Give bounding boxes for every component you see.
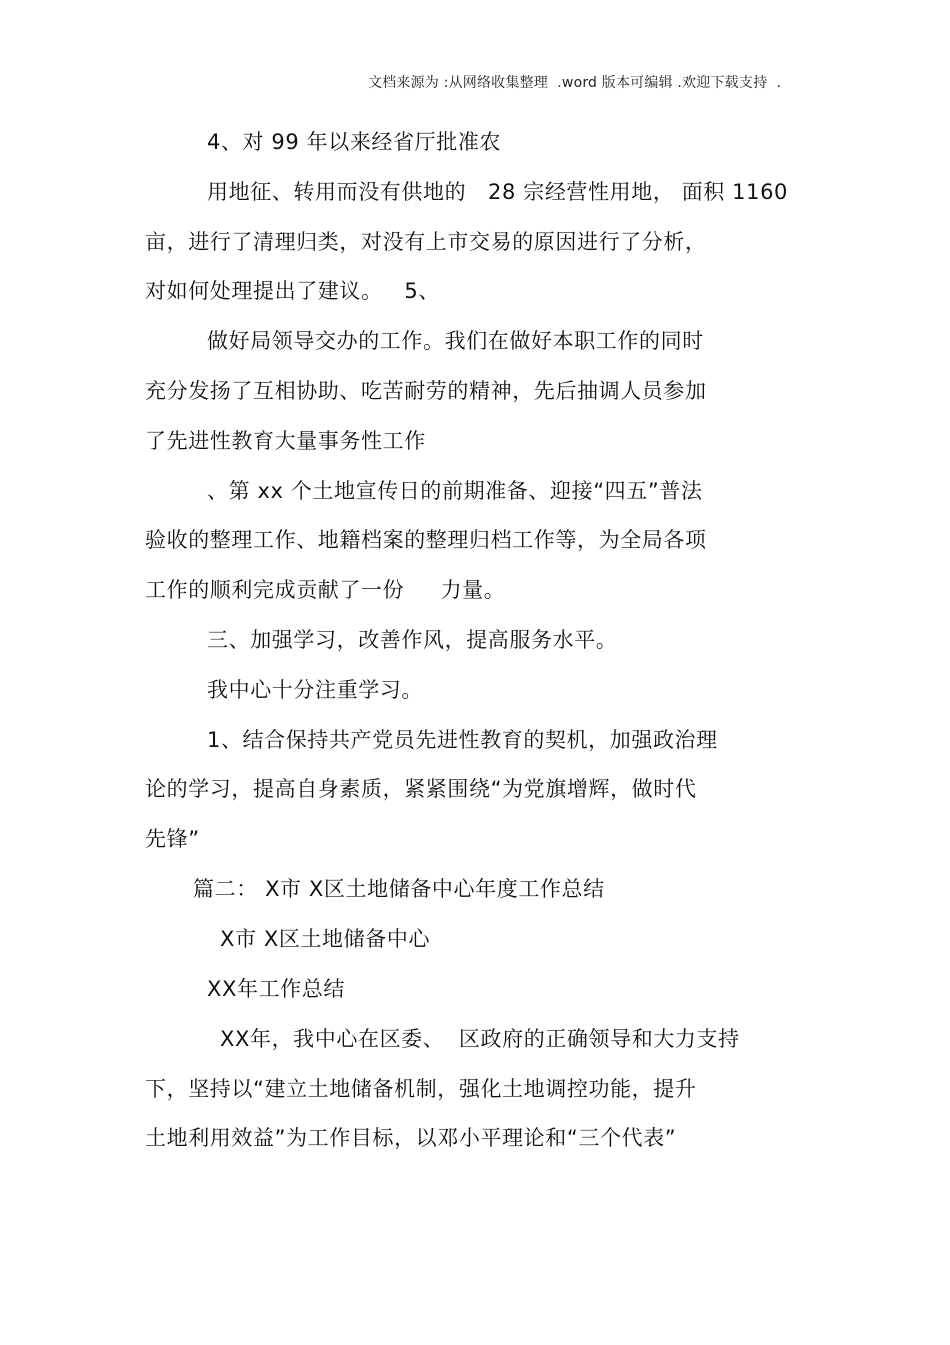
section-heading: 三、加强学习，改善作风，提高服务水平。 [207,628,618,652]
text-line: 做好局领导交办的工作。我们在做好本职工作的同时 [207,329,704,353]
text-line: 论的学习，提高自身素质，紧紧围绕“为党旗增辉，做时代 [145,777,697,801]
text-line: 了先进性教育大量事务性工作 [145,429,426,453]
text-line: 用地征、转用而没有供地的 28 宗经营性用地， 面积 1160 [207,180,789,204]
chapter-title: 篇二： X市 X区土地储备中心年度工作总结 [193,877,605,901]
text-line: 、第 xx 个土地宣传日的前期准备、迎接“四五”普法 [207,479,703,503]
text-line: 土地利用效益”为工作目标，以邓小平理论和“三个代表” [145,1126,677,1150]
text-line: 工作的顺利完成贡献了一份 力量。 [145,578,506,602]
text-line: XX年，我中心在区委、 区政府的正确领导和大力支持 [220,1027,740,1051]
text-line: 对如何处理提出了建议。 5、 [145,279,440,303]
text-line: 验收的整理工作、地籍档案的整理归档工作等，为全局各项 [145,528,707,552]
report-title: XX年工作总结 [207,977,345,1001]
organization-name: X市 X区土地储备中心 [220,927,431,951]
text-line: 下，坚持以“建立土地储备机制，强化土地调控功能，提升 [145,1077,697,1101]
text-line: 我中心十分注重学习。 [207,678,423,702]
text-line: 先锋” [145,827,200,851]
document-header-note: 文档来源为 :从网络收集整理 .word 版本可编辑 .欢迎下载支持 . [368,75,782,91]
text-line: 充分发扬了互相协助、吃苦耐劳的精神，先后抽调人员参加 [145,379,707,403]
text-line: 1、结合保持共产党员先进性教育的契机，加强政治理 [207,728,718,752]
text-line: 4、对 99 年以来经省厅批准农 [207,130,502,154]
text-line: 亩，进行了清理归类，对没有上市交易的原因进行了分析， [145,230,707,254]
